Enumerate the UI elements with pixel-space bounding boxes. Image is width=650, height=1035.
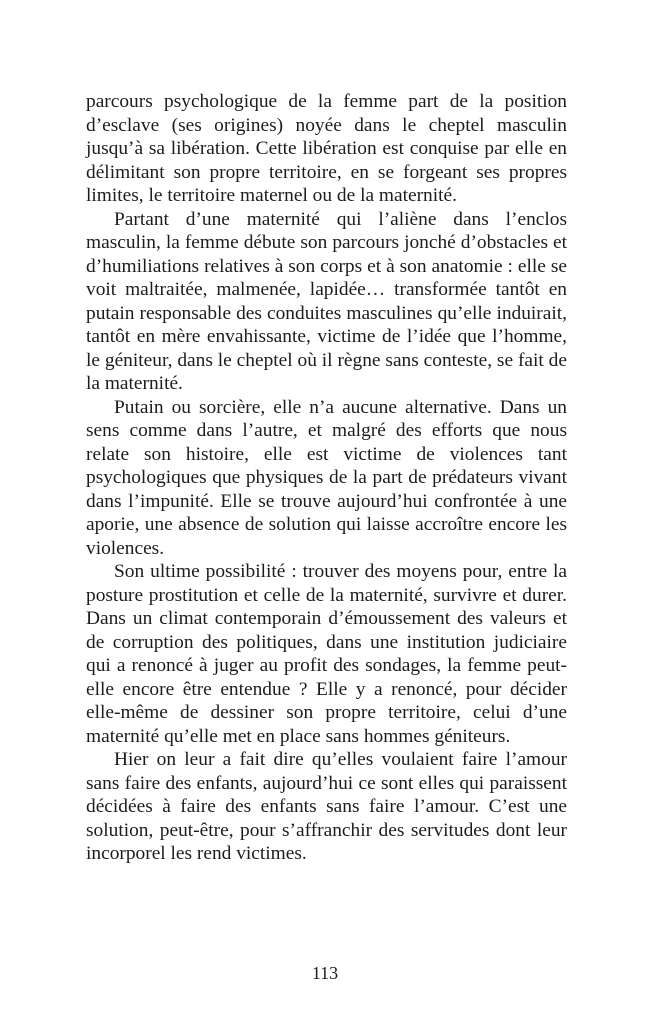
paragraph-5: Hier on leur a fait dire qu’elles voulaient faire l’amour sans faire des enfants, aujourd’hui ce sont elles qui paraissent décidées à faire des enfants sans faire l’amour. C’est une solution, peut-être, pour s’affranchir des servitudes dont leur incorporel les rend victimes. <box>86 749 567 864</box>
page-number: 113 <box>311 963 339 983</box>
paragraph-3: Putain ou sorcière, elle n’a aucune alternative. Dans un sens comme dans l’autre, et malgré des efforts que nous relate son histoire, elle est victime de violences tant psychologiques que physiques de la part de prédateurs vivant dans l’impunité. Elle se trouve aujourd’hui confrontée à une aporie, une absence de solution qui laisse accroître encore les violences. <box>86 396 567 559</box>
paragraph-1: parcours psychologique de la femme part de la position d’esclave (ses origines) noyée dans le cheptel masculin jusqu’à sa libération. Cette libération est conquise par elle en délimitant son propre territoire, en se forgeant ses propres limites, le territoire maternel ou de la maternité. <box>86 91 567 206</box>
paragraph-4: Son ultime possibilité : trouver des moyens pour, entre la posture prostitution et celle de la maternité, survivre et durer. Dans un climat contemporain d’émoussement des valeurs et de corruption des politiques, dans une institution judiciaire qui a renoncé à juger au profit des sondages, la femme peut-elle encore être entendue ? Elle y a renoncé, pour décider elle-même de dessiner son propre territoire, celui d’une maternité qu’elle met en place sans hommes géniteurs. <box>86 561 567 747</box>
body-text <box>86 90 567 866</box>
paragraph-2: Partant d’une maternité qui l’aliène dans l’enclos masculin, la femme débute son parcours jonché d’obstacles et d’humiliations relatives à son corps et à son anatomie : elle se voit maltraitée, malmenée, lapidée… transformée tantôt en putain responsable des conduites masculines qu’elle induirait, tantôt en mère envahissante, victime de l’idée que l’homme, le géniteur, dans le cheptel où il règne sans conteste, se fait de la maternité. <box>86 208 567 394</box>
